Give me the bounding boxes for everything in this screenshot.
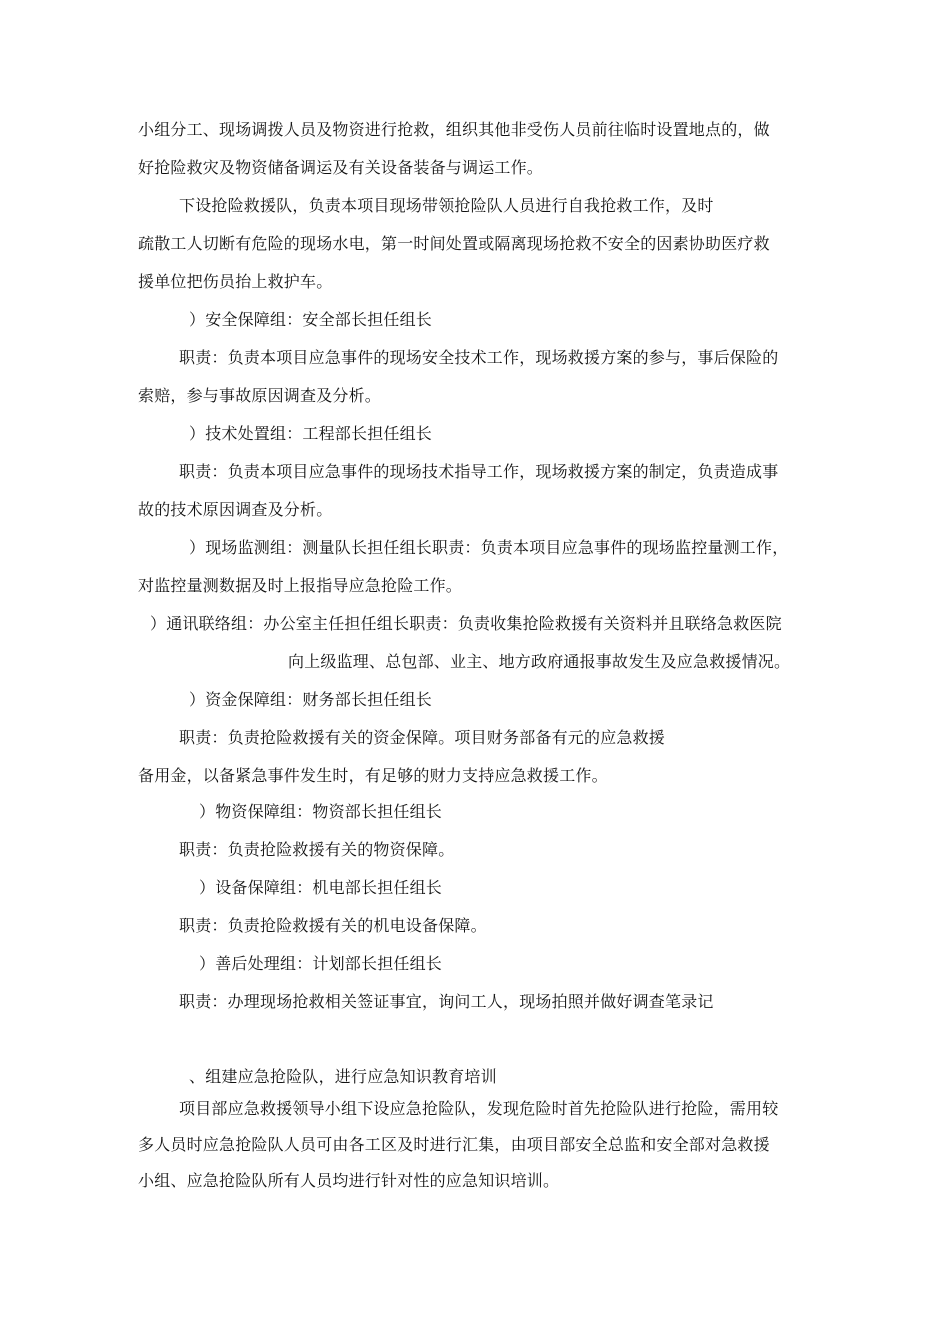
group-heading-communication: ）通讯联络组：办公室主任担任组长职责：负责收集抢险救援有关资料并且联络急救医院	[150, 614, 782, 633]
text-line-17: 职责：负责抢险救援有关的资金保障。项目财务部备有元的应急救援	[179, 728, 666, 747]
text-line-26: 项目部应急救援领导小组下设应急抢险队，发现危险时首先抢险队进行抢险，需用较	[179, 1099, 779, 1118]
group-heading-finance: ）资金保障组：财务部长担任组长	[189, 690, 433, 709]
text-line-15: 向上级监理、总包部、业主、地方政府通报事故发生及应急救援情况。	[288, 652, 791, 671]
group-heading-monitoring: ）现场监测组：测量队长担任组长职责：负责本项目应急事件的现场监控量测工作，	[189, 538, 789, 557]
text-line-24: 职责：办理现场抢救相关签证事宜，询问工人，现场拍照并做好调查笔录记	[179, 992, 714, 1011]
text-line-1: 小组分工、现场调拨人员及物资进行抢救，组织其他非受伤人员前往临时设置地点的，做	[138, 120, 770, 139]
text-line-2: 好抢险救灾及物资储备调运及有关设备装备与调运工作。	[138, 158, 544, 177]
text-line-4: 疏散工人切断有危险的现场水电，第一时间处置或隔离现场抢救不安全的因素协助医疗救	[138, 234, 770, 253]
section-heading-training: 、组建应急抢险队，进行应急知识教育培训	[189, 1067, 497, 1086]
text-line-11: 故的技术原因调查及分析。	[138, 500, 333, 519]
group-heading-safety: ）安全保障组：安全部长担任组长	[189, 310, 433, 329]
text-line-3: 下设抢险救援队，负责本项目现场带领抢险队人员进行自我抢救工作，及时	[179, 196, 714, 215]
text-line-5: 援单位把伤员抬上救护车。	[138, 272, 333, 291]
text-line-8: 索赔，参与事故原因调查及分析。	[138, 386, 382, 405]
text-line-7: 职责：负责本项目应急事件的现场安全技术工作，现场救援方案的参与，事后保险的	[179, 348, 779, 367]
group-heading-equipment: ）设备保障组：机电部长担任组长	[199, 878, 443, 897]
text-line-13: 对监控量测数据及时上报指导应急抢险工作。	[138, 576, 463, 595]
text-line-22: 职责：负责抢险救援有关的机电设备保障。	[179, 916, 487, 935]
text-line-27: 多人员时应急抢险队人员可由各工区及时进行汇集，由项目部安全总监和安全部对急救援	[138, 1135, 770, 1154]
group-heading-materials: ）物资保障组：物资部长担任组长	[199, 802, 443, 821]
text-line-10: 职责：负责本项目应急事件的现场技术指导工作，现场救援方案的制定，负责造成事	[179, 462, 779, 481]
group-heading-technical: ）技术处置组：工程部长担任组长	[189, 424, 433, 443]
text-line-18: 备用金，以备紧急事件发生时，有足够的财力支持应急救援工作。	[138, 766, 608, 785]
group-heading-aftermath: ）善后处理组：计划部长担任组长	[199, 954, 443, 973]
text-line-28: 小组、应急抢险队所有人员均进行针对性的应急知识培训。	[138, 1171, 560, 1190]
text-line-20: 职责：负责抢险救援有关的物资保障。	[179, 840, 455, 859]
